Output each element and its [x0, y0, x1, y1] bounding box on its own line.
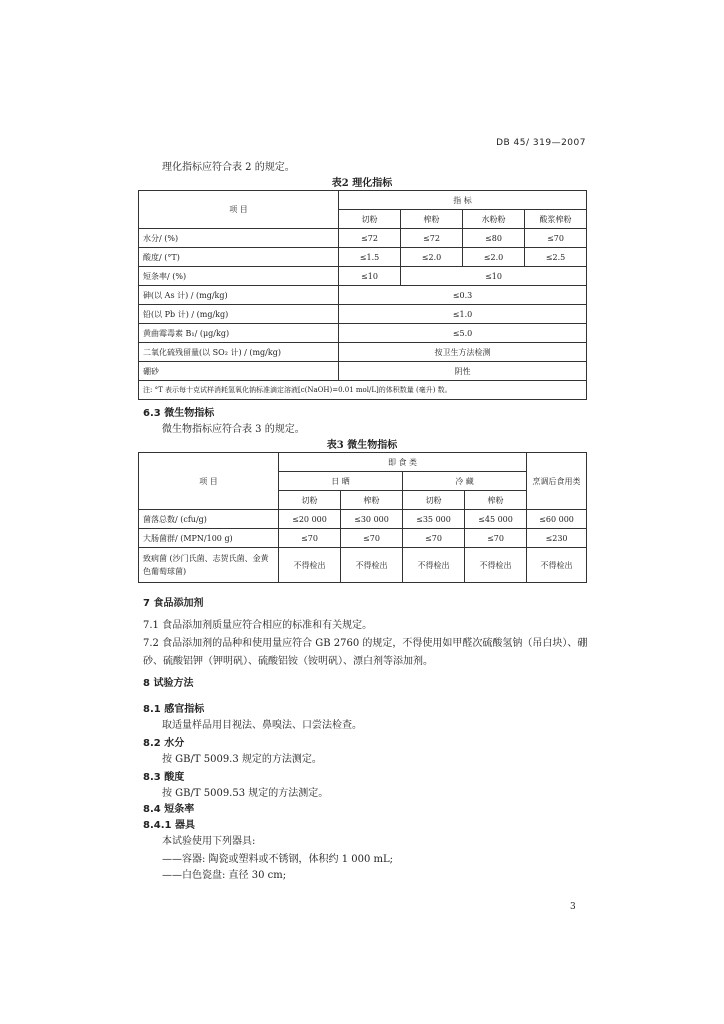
section-8-1-body: 取适量样品用目视法、鼻嗅法、口尝法检查。: [162, 720, 362, 731]
table-note-row: [139, 381, 587, 400]
table3: [138, 452, 587, 583]
cell: ≤70: [403, 529, 465, 548]
table-row: [139, 362, 587, 381]
row-label: 菌落总数/ (cfu/g): [139, 510, 279, 529]
section-8-4-1-body: 本试验使用下列器具:: [162, 836, 256, 847]
cell: 不得检出: [527, 548, 587, 583]
cell: 不得检出: [279, 548, 341, 583]
table-row: [139, 248, 587, 267]
table3-sub: 榨粉: [465, 491, 527, 510]
table-row: [139, 286, 587, 305]
row-label: 硼砂: [139, 362, 339, 381]
cell: ≤20 000: [279, 510, 341, 529]
table3-head-item: 项 目: [139, 453, 279, 510]
table3-caption: 表3 微生物指标: [326, 440, 398, 451]
table3-group-ready: 即 食 类: [279, 453, 527, 472]
cell: ≤45 000: [465, 510, 527, 529]
cell: ≤0.3: [339, 286, 587, 305]
cell: ≤70: [465, 529, 527, 548]
cell: ≤35 000: [403, 510, 465, 529]
table3-sub: 切粉: [279, 491, 341, 510]
table3-sub: 榨粉: [341, 491, 403, 510]
section-8-title: 8 试验方法: [143, 678, 194, 689]
section-7-2-line2: 砂、硫酸铝钾（钾明矾）、硫酸铝铵（铵明矾）、漂白剂等添加剂。: [143, 656, 433, 667]
row-label: 二氧化硫残留量(以 SO₂ 计) / (mg/kg): [139, 343, 339, 362]
row-label: 短条率/ (%): [139, 267, 339, 286]
cell: ≤60 000: [527, 510, 587, 529]
cell: ≤5.0: [339, 324, 587, 343]
section-8-2-body: 按 GB/T 5009.3 规定的方法测定。: [162, 754, 322, 765]
row-label: 大肠菌群/ (MPN/100 g): [139, 529, 279, 548]
section-6-3-body: 微生物指标应符合表 3 的规定。: [162, 424, 305, 435]
row-label: 黄曲霉毒素 B₁/ (μg/kg): [139, 324, 339, 343]
cell: ≤30 000: [341, 510, 403, 529]
table-row: [139, 343, 587, 362]
row-label: 砷(以 As 计) / (mg/kg): [139, 286, 339, 305]
cell: ≤70: [341, 529, 403, 548]
section-8-3-body: 按 GB/T 5009.53 规定的方法测定。: [162, 788, 329, 799]
table-row: [139, 229, 587, 248]
row-label-line1: 致病菌 (沙门氏菌、志贺氏菌、金黄: [143, 554, 269, 563]
table2-col: 酸浆榨粉: [525, 210, 587, 229]
intro-text: 理化指标应符合表 2 的规定。: [162, 162, 295, 173]
cell: ≤70: [279, 529, 341, 548]
cell: ≤1.5: [339, 248, 401, 267]
section-7-title: 7 食品添加剂: [143, 598, 204, 609]
row-label: 酸度/ (°T): [139, 248, 339, 267]
row-label: 水分/ (%): [139, 229, 339, 248]
row-label: 铅(以 Pb 计) / (mg/kg): [139, 305, 339, 324]
table3-sub: 切粉: [403, 491, 465, 510]
table-row: [139, 324, 587, 343]
table2-head-item: 项 目: [139, 191, 339, 229]
table-row: [139, 267, 587, 286]
cell: 阴性: [339, 362, 587, 381]
cell: ≤80: [463, 229, 525, 248]
cell: 不得检出: [403, 548, 465, 583]
cell: ≤2.0: [401, 248, 463, 267]
table3-group-sun: 日 晒: [279, 472, 403, 491]
table2-col: 榨粉: [401, 210, 463, 229]
cell: ≤72: [401, 229, 463, 248]
table-row: [139, 529, 587, 548]
row-label: [139, 548, 279, 583]
table-row: [139, 510, 587, 529]
section-6-3-title: 6.3 微生物指标: [143, 408, 215, 419]
section-8-3: 8.3 酸度: [143, 772, 185, 783]
cell: ≤10: [401, 267, 587, 286]
table2-col: 水粉粉: [463, 210, 525, 229]
cell: 不得检出: [465, 548, 527, 583]
cell: ≤2.0: [463, 248, 525, 267]
cell: ≤230: [527, 529, 587, 548]
table3-group-cook: 烹调后食用类: [527, 453, 587, 510]
table-row: [139, 548, 587, 583]
section-8-4: 8.4 短条率: [143, 804, 195, 815]
cell: ≤1.0: [339, 305, 587, 324]
document-code: DB 45/ 319—2007: [496, 138, 586, 148]
section-8-2: 8.2 水分: [143, 738, 185, 749]
list-item: ——白色瓷盘: 直径 30 cm;: [162, 870, 287, 881]
cell: ≤2.5: [525, 248, 587, 267]
table2-col: 切粉: [339, 210, 401, 229]
table2-head-index: 指 标: [339, 191, 587, 210]
section-8-4-1: 8.4.1 器具: [143, 820, 195, 831]
table3-group-chill: 冷 藏: [403, 472, 527, 491]
cell: 按卫生方法检测: [339, 343, 587, 362]
cell: ≤10: [339, 267, 401, 286]
section-7-2-line1: 7.2 食品添加剂的品种和使用量应符合 GB 2760 的规定，不得使用如甲醛次硫酸氢钠（吊白块）、硼: [143, 638, 588, 649]
page-number: 3: [570, 902, 576, 912]
cell: 不得检出: [341, 548, 403, 583]
table2-caption: 表2 理化指标: [331, 178, 393, 189]
section-7-1: 7.1 食品添加剂质量应符合相应的标准和有关规定。: [143, 620, 373, 631]
list-item: ——容器: 陶瓷或塑料或不锈钢，体积约 1 000 mL;: [162, 854, 394, 865]
table2-note: 注: °T 表示每十克试样消耗氢氧化钠标准滴定溶液[c(NaOH)=0.01 mol/L]的体积数量 (毫升) 数。: [139, 381, 587, 400]
row-label-line2: 色葡萄球菌): [143, 567, 187, 576]
cell: ≤72: [339, 229, 401, 248]
table-row: [139, 305, 587, 324]
section-8-1: 8.1 感官指标: [143, 704, 205, 715]
cell: ≤70: [525, 229, 587, 248]
table2: [138, 190, 587, 400]
